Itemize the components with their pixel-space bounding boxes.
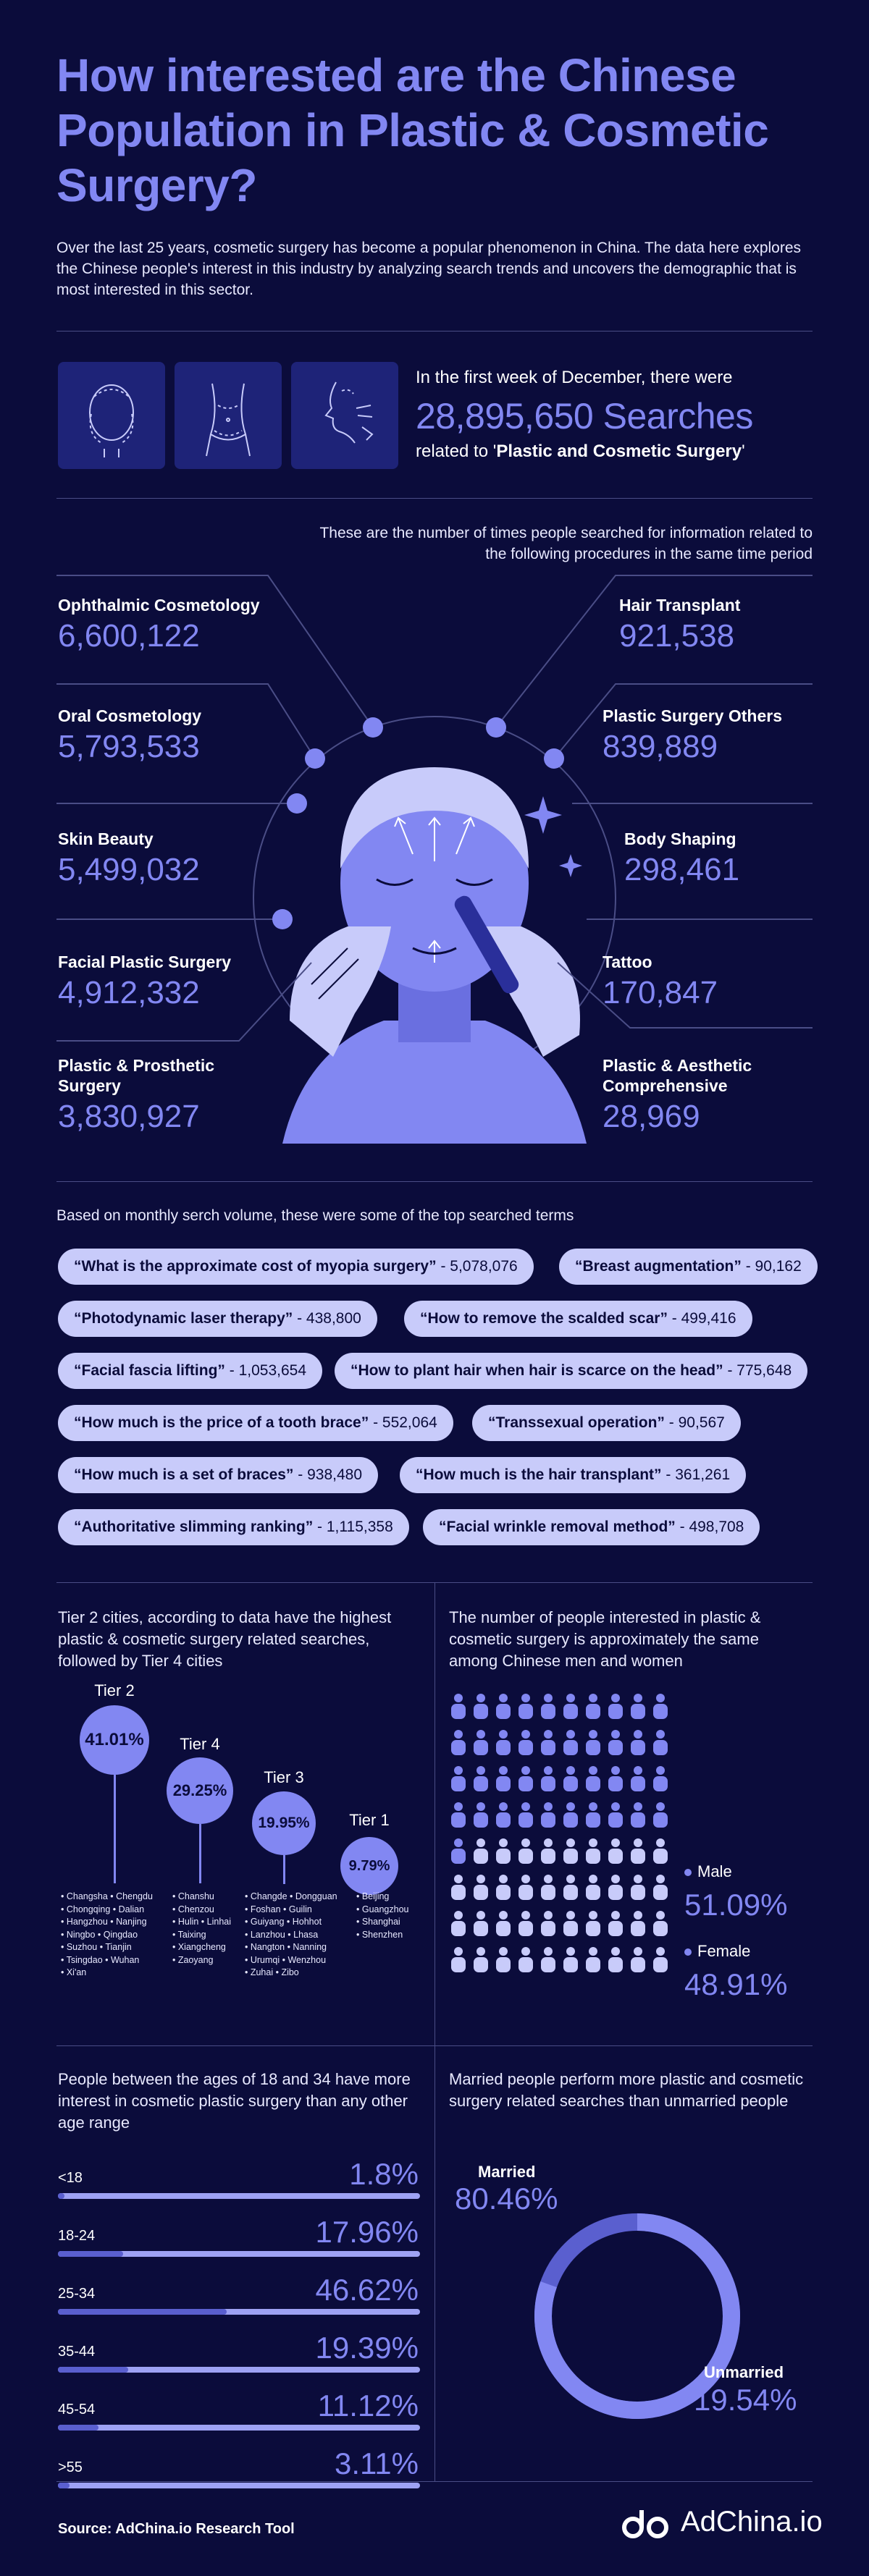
divider-vertical <box>434 1582 435 2045</box>
person-icon <box>496 1838 511 1864</box>
married-pct: 80.46% <box>455 2182 558 2216</box>
tier-stem <box>199 1824 201 1883</box>
person-icon <box>608 1947 623 1972</box>
person-icon <box>451 1802 466 1828</box>
divider <box>56 1181 813 1182</box>
person-icon <box>474 1875 488 1900</box>
person-icon <box>496 1694 511 1719</box>
person-icon <box>608 1730 623 1755</box>
person-icon <box>496 1802 511 1828</box>
person-icon <box>653 1730 668 1755</box>
term-pill: “Facial wrinkle removal method” - 498,708 <box>423 1509 760 1545</box>
tier-bubble: 41.01% <box>80 1705 149 1775</box>
age-label: 25-34 <box>58 2286 96 2302</box>
person-icon <box>541 1802 555 1828</box>
person-icon <box>608 1766 623 1791</box>
person-icon <box>541 1911 555 1936</box>
legend-dot <box>684 1869 692 1876</box>
person-icon <box>563 1766 578 1791</box>
age-bar-fill <box>58 2309 227 2315</box>
person-icon <box>474 1694 488 1719</box>
person-icon <box>496 1911 511 1936</box>
person-icon <box>519 1875 533 1900</box>
brand-logo-icon <box>621 2503 675 2543</box>
person-icon <box>541 1766 555 1791</box>
procedure-ophthalmic: Ophthalmic Cosmetology 6,600,122 <box>58 596 260 654</box>
person-icon <box>474 1730 488 1755</box>
person-icon <box>608 1911 623 1936</box>
person-icon <box>519 1911 533 1936</box>
person-icon <box>451 1911 466 1936</box>
age-bar-track <box>58 2251 420 2257</box>
terms-note: Based on monthly serch volume, these were some of the top searched terms <box>56 1207 574 1224</box>
person-icon <box>586 1875 600 1900</box>
person-icon <box>563 1802 578 1828</box>
person-icon <box>496 1730 511 1755</box>
term-pill: “How much is the price of a tooth brace” - 552,064 <box>58 1405 453 1441</box>
person-icon <box>653 1694 668 1719</box>
tier-bubble: 9.79% <box>340 1837 398 1895</box>
divider-vertical <box>434 2045 435 2481</box>
tier-stem <box>369 1880 371 1888</box>
person-icon <box>541 1875 555 1900</box>
term-pill: “How to remove the scalded scar” - 499,416 <box>404 1301 752 1337</box>
person-icon <box>563 1838 578 1864</box>
age-bar-track <box>58 2193 420 2199</box>
age-bar-fill <box>58 2483 70 2488</box>
page-title: How interested are the Chinese Population in Plastic & Cosmetic Surgery? <box>56 49 769 211</box>
term-pill: “Photodynamic laser therapy” - 438,800 <box>58 1301 377 1337</box>
intro-text: Over the last 25 years, cosmetic surgery has become a popular phenomenon in China. The data here explores the Chinese people's interest in this industry by analyzing search trends and uncovers the demographic that is most interested in this sector. <box>56 240 802 298</box>
unmarried-label: Unmarried <box>704 2363 784 2381</box>
person-icon <box>631 1875 645 1900</box>
age-note: People between the ages of 18 and 34 have more interest in cosmetic plastic surgery than any other age range <box>58 2070 411 2132</box>
married-label: Married <box>478 2163 536 2181</box>
person-icon <box>631 1730 645 1755</box>
age-pct: 3.11% <box>335 2446 419 2480</box>
person-icon <box>608 1802 623 1828</box>
person-icon <box>653 1875 668 1900</box>
legend-female: Female <box>684 1942 750 1961</box>
procedure-plastic-prosthetic: Plastic & Prosthetic Surgery 3,830,927 <box>58 1056 215 1134</box>
person-icon <box>496 1766 511 1791</box>
person-icon <box>631 1694 645 1719</box>
age-bar-fill <box>58 2251 123 2257</box>
person-icon <box>519 1802 533 1828</box>
procedures-note: These are the number of times people searched for information related to the following procedures in the same time period <box>319 525 813 562</box>
tier-cities: • Changde • Dongguan • Foshan • Guilin • Guiyang • Hohhot • Lanzhou • Lhasa • Nangton • Nanning • Urumqi • Wenzhou • Zuhai • Zibo <box>245 1891 337 1977</box>
tier-label: Tier 1 <box>349 1811 390 1829</box>
person-icon <box>563 1694 578 1719</box>
searches-subject: related to 'Plastic and Cosmetic Surgery' <box>416 442 745 461</box>
age-pct: 1.8% <box>349 2157 419 2191</box>
legend-male: Male <box>684 1862 732 1881</box>
person-icon <box>451 1766 466 1791</box>
age-pct: 19.39% <box>315 2331 419 2365</box>
procedure-hair-transplant: Hair Transplant 921,538 <box>619 596 741 654</box>
person-icon <box>519 1730 533 1755</box>
tier-cities: • Beijing • Guangzhou • Shanghai • Shenzhen <box>356 1891 409 1940</box>
procedure-facial-plastic: Facial Plastic Surgery 4,912,332 <box>58 953 232 1010</box>
term-pill: “Transsexual operation” - 90,567 <box>472 1405 741 1441</box>
person-icon <box>586 1694 600 1719</box>
person-icon <box>631 1766 645 1791</box>
person-icon <box>631 1947 645 1972</box>
person-icon <box>541 1694 555 1719</box>
person-icon <box>541 1838 555 1864</box>
person-icon <box>519 1838 533 1864</box>
gender-people-grid <box>450 1694 689 2005</box>
age-bar-track <box>58 2367 420 2373</box>
brand-name: AdChina.io <box>681 2506 823 2538</box>
term-pill: “How much is a set of braces” - 938,480 <box>58 1457 378 1493</box>
person-icon <box>519 1947 533 1972</box>
person-icon <box>586 1730 600 1755</box>
age-pct: 46.62% <box>315 2273 419 2307</box>
person-icon <box>474 1911 488 1936</box>
person-icon <box>474 1766 488 1791</box>
tier-label: Tier 3 <box>264 1768 304 1786</box>
tier-stem <box>114 1775 116 1883</box>
person-icon <box>608 1838 623 1864</box>
person-icon <box>474 1838 488 1864</box>
tiers-note: Tier 2 cities, according to data have the highest plastic & cosmetic surgery related searches, followed by Tier 4 cities <box>58 1608 392 1670</box>
gender-note: The number of people interested in plastic & cosmetic surgery is approximately the same among Chinese men and women <box>449 1608 761 1670</box>
person-icon <box>563 1911 578 1936</box>
person-icon <box>586 1766 600 1791</box>
tier-bubble: 29.25% <box>167 1757 233 1824</box>
searches-intro: In the first week of December, there were <box>416 368 733 387</box>
term-pill: “What is the approximate cost of myopia surgery” - 5,078,076 <box>58 1249 534 1285</box>
age-label: 35-44 <box>58 2344 96 2360</box>
tier-bubble: 19.95% <box>252 1791 316 1855</box>
term-pill: “How to plant hair when hair is scarce on the head” - 775,648 <box>335 1353 807 1389</box>
age-bar-fill <box>58 2193 64 2199</box>
age-label: <18 <box>58 2170 83 2186</box>
person-icon <box>496 1875 511 1900</box>
person-icon <box>586 1838 600 1864</box>
person-icon <box>474 1802 488 1828</box>
person-icon <box>451 1838 466 1864</box>
person-icon <box>474 1947 488 1972</box>
procedure-plastic-aesthetic: Plastic & Aesthetic Comprehensive 28,969 <box>603 1056 752 1134</box>
age-bar-track <box>58 2483 420 2488</box>
source-text: Source: AdChina.io Research Tool <box>58 2521 295 2537</box>
age-bar-fill <box>58 2367 128 2373</box>
person-icon <box>586 1802 600 1828</box>
tier-cities: • Changsha • Chengdu • Chongqing • Dalian • Hangzhou • Nanjing • Ningbo • Qingdao • Suzhou • Tianjin • Tsingdao • Wuhan • Xi'an <box>61 1891 153 1977</box>
age-bar-track <box>58 2309 420 2315</box>
person-icon <box>631 1911 645 1936</box>
person-icon <box>541 1730 555 1755</box>
person-icon <box>608 1694 623 1719</box>
person-icon <box>451 1875 466 1900</box>
unmarried-pct: 19.54% <box>694 2383 797 2417</box>
person-icon <box>451 1730 466 1755</box>
age-label: 45-54 <box>58 2402 96 2417</box>
procedure-skin-beauty: Skin Beauty 5,499,032 <box>58 829 200 887</box>
female-pct: 48.91% <box>684 1967 788 2001</box>
person-icon <box>586 1911 600 1936</box>
tier-label: Tier 4 <box>180 1735 220 1753</box>
person-icon <box>563 1730 578 1755</box>
searches-count: 28,895,650 Searches <box>416 396 753 436</box>
person-icon <box>563 1947 578 1972</box>
person-icon <box>608 1875 623 1900</box>
person-icon <box>653 1947 668 1972</box>
person-icon <box>653 1766 668 1791</box>
procedure-tattoo: Tattoo 170,847 <box>603 953 718 1010</box>
age-bar-track <box>58 2425 420 2431</box>
person-icon <box>496 1947 511 1972</box>
procedure-plastic-others: Plastic Surgery Others 839,889 <box>603 706 782 764</box>
tier-stem <box>283 1855 285 1884</box>
person-icon <box>653 1802 668 1828</box>
legend-dot <box>684 1948 692 1956</box>
procedure-oral: Oral Cosmetology 5,793,533 <box>58 706 202 764</box>
age-label: >55 <box>58 2459 83 2475</box>
tier-cities: • Chanshu • Chenzou • Hulin • Linhai • Taixing • Xiangcheng • Zaoyang <box>172 1891 232 1965</box>
tier-label: Tier 2 <box>94 1681 135 1699</box>
person-icon <box>563 1875 578 1900</box>
term-pill: “Facial fascia lifting” - 1,053,654 <box>58 1353 322 1389</box>
person-icon <box>631 1802 645 1828</box>
person-icon <box>653 1838 668 1864</box>
divider <box>56 2481 813 2482</box>
term-pill: “Breast augmentation” - 90,162 <box>559 1249 818 1285</box>
person-icon <box>541 1947 555 1972</box>
person-icon <box>653 1911 668 1936</box>
person-icon <box>631 1838 645 1864</box>
term-pill: “How much is the hair transplant” - 361,261 <box>400 1457 746 1493</box>
person-icon <box>451 1694 466 1719</box>
person-icon <box>519 1766 533 1791</box>
male-pct: 51.09% <box>684 1888 788 1922</box>
age-pct: 11.12% <box>317 2389 419 2423</box>
age-pct: 17.96% <box>315 2215 419 2249</box>
person-icon <box>519 1694 533 1719</box>
age-label: 18-24 <box>58 2228 96 2244</box>
person-icon <box>451 1947 466 1972</box>
marital-note: Married people perform more plastic and cosmetic surgery related searches than unmarried people <box>449 2070 804 2110</box>
age-bar-fill <box>58 2425 98 2431</box>
procedure-body-shaping: Body Shaping 298,461 <box>624 829 740 887</box>
person-icon <box>586 1947 600 1972</box>
term-pill: “Authoritative slimming ranking” - 1,115,358 <box>58 1509 409 1545</box>
